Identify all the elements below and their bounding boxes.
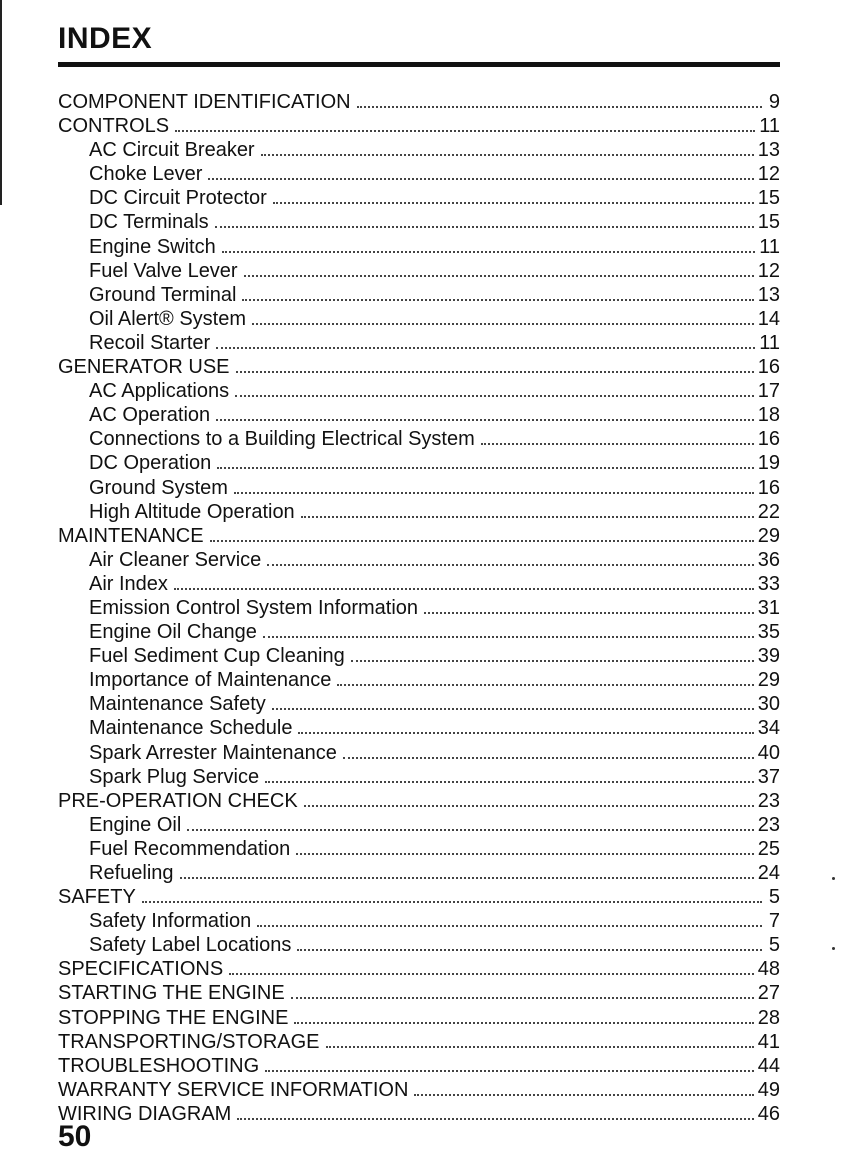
- entry-label: Engine Oil Change: [89, 621, 257, 644]
- dot-leader: [263, 636, 754, 638]
- entry-label: SAFETY: [58, 886, 136, 909]
- index-subentry: [58, 403, 780, 427]
- entry-page-number: 5: [768, 934, 780, 957]
- entry-page-number: 31: [757, 596, 780, 619]
- dot-leader: [180, 877, 754, 879]
- index-subentry: [58, 668, 780, 692]
- dot-leader: [252, 323, 754, 325]
- entry-label: DC Terminals: [89, 211, 209, 234]
- dot-leader: [343, 757, 754, 759]
- dot-leader: [244, 275, 754, 277]
- index-subentry: [58, 813, 780, 837]
- dot-leader: [175, 130, 755, 132]
- entry-page-number: 13: [757, 139, 780, 162]
- dot-leader: [142, 901, 762, 903]
- entry-label: Spark Plug Service: [89, 765, 260, 788]
- dot-leader: [234, 492, 754, 494]
- dot-leader: [357, 106, 762, 108]
- scan-speck: [832, 947, 835, 950]
- dot-leader: [267, 564, 753, 566]
- dot-leader: [294, 1022, 753, 1024]
- entry-page-number: 30: [757, 693, 780, 716]
- entry-label: DC Operation: [89, 452, 212, 475]
- entry-page-number: 35: [757, 621, 780, 644]
- entry-page-number: 13: [757, 283, 780, 306]
- entry-page-number: 46: [757, 1102, 780, 1125]
- entry-label: Air Index: [89, 572, 168, 595]
- dot-leader: [236, 371, 754, 373]
- dot-leader: [229, 973, 754, 975]
- index-subentry: [58, 572, 780, 596]
- entry-label: Refueling: [89, 862, 174, 884]
- dot-leader: [237, 1118, 753, 1120]
- dot-leader: [481, 443, 754, 445]
- dot-leader: [304, 805, 754, 807]
- dot-leader: [424, 612, 754, 614]
- dot-leader: [297, 949, 762, 951]
- entry-page-number: 16: [757, 428, 780, 451]
- dot-leader: [337, 684, 753, 686]
- entry-page-number: 17: [757, 380, 780, 403]
- index-entry: [58, 90, 780, 114]
- index-list: [58, 90, 780, 1126]
- entry-label: Engine Oil: [89, 813, 182, 836]
- index-entry: [58, 524, 780, 548]
- index-entry: [58, 1030, 780, 1054]
- entry-page-number: 18: [757, 404, 780, 427]
- index-subentry: [58, 235, 780, 259]
- index-subentry: [58, 620, 780, 644]
- entry-label: Spark Arrester Maintenance: [89, 741, 337, 764]
- entry-page-number: 5: [768, 886, 780, 909]
- entry-page-number: 14: [757, 307, 780, 330]
- index-subentry: [58, 451, 780, 475]
- dot-leader: [242, 299, 753, 301]
- entry-label: Connections to a Building Electrical System: [89, 428, 475, 451]
- entry-page-number: 11: [759, 331, 780, 354]
- index-subentry: [58, 837, 780, 861]
- entry-page-number: 12: [757, 259, 780, 282]
- dot-leader: [216, 419, 754, 421]
- index-subentry: [58, 716, 780, 740]
- entry-label: Ground Terminal: [89, 283, 237, 306]
- entry-page-number: 49: [757, 1078, 780, 1101]
- index-subentry: [58, 644, 780, 668]
- index-subentry: [58, 741, 780, 765]
- index-subentry: [58, 307, 780, 331]
- dot-leader: [235, 395, 754, 397]
- index-entry: [58, 355, 780, 379]
- index-subentry: [58, 692, 780, 716]
- entry-label: Ground System: [89, 476, 228, 499]
- index-subentry: [58, 283, 780, 307]
- dot-leader: [257, 925, 762, 927]
- index-subentry: [58, 138, 780, 162]
- index-subentry: [58, 427, 780, 451]
- entry-page-number: 37: [757, 765, 780, 788]
- entry-label: COMPONENT IDENTIFICATION: [58, 91, 351, 113]
- page-number: 50: [58, 1120, 92, 1153]
- entry-page-number: 16: [757, 356, 780, 379]
- entry-label: TRANSPORTING/STORAGE: [58, 1030, 320, 1053]
- dot-leader: [351, 660, 754, 662]
- entry-page-number: 33: [757, 572, 780, 595]
- index-entry: [58, 981, 780, 1005]
- dot-leader: [272, 708, 754, 710]
- entry-label: WARRANTY SERVICE INFORMATION: [58, 1078, 409, 1101]
- entry-page-number: 24: [757, 862, 780, 884]
- dot-leader: [222, 251, 755, 253]
- dot-leader: [217, 467, 753, 469]
- entry-label: GENERATOR USE: [58, 356, 230, 379]
- index-subentry: [58, 379, 780, 403]
- entry-page-number: 41: [757, 1030, 780, 1053]
- entry-page-number: 22: [757, 500, 780, 523]
- entry-label: Fuel Sediment Cup Cleaning: [89, 645, 345, 668]
- entry-label: Fuel Recommendation: [89, 837, 291, 860]
- index-entry: [58, 1078, 780, 1102]
- dot-leader: [187, 829, 753, 831]
- entry-label: STARTING THE ENGINE: [58, 982, 285, 1005]
- entry-label: AC Operation: [89, 404, 211, 427]
- entry-page-number: 40: [757, 741, 780, 764]
- entry-label: Air Cleaner Service: [89, 548, 262, 571]
- entry-page-number: 11: [759, 115, 780, 138]
- entry-page-number: 36: [757, 548, 780, 571]
- entry-page-number: 9: [768, 91, 780, 113]
- page-title: INDEX: [58, 22, 153, 55]
- entry-page-number: 44: [757, 1054, 780, 1077]
- entry-page-number: 48: [757, 958, 780, 981]
- entry-page-number: 39: [757, 645, 780, 668]
- dot-leader: [414, 1094, 753, 1096]
- index-entry: [58, 1102, 780, 1126]
- scan-edge-line: [0, 0, 2, 205]
- index-subentry: [58, 861, 780, 885]
- index-entry: [58, 885, 780, 909]
- entry-page-number: 7: [768, 910, 780, 933]
- dot-leader: [291, 997, 754, 999]
- entry-page-number: 23: [757, 813, 780, 836]
- dot-leader: [174, 588, 754, 590]
- index-subentry: [58, 596, 780, 620]
- entry-label: Engine Switch: [89, 235, 216, 258]
- dot-leader: [215, 226, 754, 228]
- entry-page-number: 23: [757, 789, 780, 812]
- entry-label: Choke Lever: [89, 163, 203, 186]
- index-subentry: [58, 186, 780, 210]
- index-subentry: [58, 331, 780, 355]
- index-subentry: [58, 162, 780, 186]
- index-subentry: [58, 259, 780, 283]
- entry-label: AC Circuit Breaker: [89, 139, 255, 162]
- dot-leader: [265, 1070, 754, 1072]
- entry-label: DC Circuit Protector: [89, 187, 267, 210]
- index-subentry: [58, 500, 780, 524]
- entry-page-number: 25: [757, 837, 780, 860]
- title-rule: [58, 62, 780, 67]
- dot-leader: [210, 540, 754, 542]
- dot-leader: [261, 154, 754, 156]
- entry-label: Oil Alert® System: [89, 307, 246, 330]
- entry-page-number: 15: [757, 187, 780, 210]
- entry-label: Maintenance Safety: [89, 693, 266, 716]
- dot-leader: [298, 732, 753, 734]
- entry-label: AC Applications: [89, 380, 230, 403]
- entry-label: High Altitude Operation: [89, 500, 295, 523]
- entry-label: STOPPING THE ENGINE: [58, 1006, 289, 1029]
- entry-label: MAINTENANCE: [58, 524, 204, 547]
- entry-page-number: 27: [757, 982, 780, 1005]
- entry-label: TROUBLESHOOTING: [58, 1054, 260, 1077]
- entry-page-number: 29: [757, 524, 780, 547]
- index-subentry: [58, 909, 780, 933]
- entry-page-number: 29: [757, 669, 780, 692]
- index-entry: [58, 957, 780, 981]
- entry-label: Recoil Starter: [89, 331, 211, 354]
- entry-label: CONTROLS: [58, 115, 170, 138]
- dot-leader: [216, 347, 755, 349]
- entry-label: Fuel Valve Lever: [89, 259, 238, 282]
- dot-leader: [273, 202, 754, 204]
- dot-leader: [296, 853, 754, 855]
- entry-page-number: 12: [757, 163, 780, 186]
- index-subentry: [58, 476, 780, 500]
- entry-label: Emission Control System Information: [89, 596, 419, 619]
- index-entry: [58, 114, 780, 138]
- entry-page-number: 16: [757, 476, 780, 499]
- entry-label: PRE-OPERATION CHECK: [58, 789, 298, 812]
- entry-label: Maintenance Schedule: [89, 717, 293, 740]
- dot-leader: [208, 178, 753, 180]
- index-subentry: [58, 765, 780, 789]
- index-entry: [58, 1006, 780, 1030]
- entry-label: Safety Information: [89, 910, 252, 933]
- entry-label: Importance of Maintenance: [89, 669, 332, 692]
- index-subentry: [58, 548, 780, 572]
- index-entry: [58, 1054, 780, 1078]
- dot-leader: [265, 781, 754, 783]
- entry-label: SPECIFICATIONS: [58, 958, 224, 981]
- entry-label: WIRING DIAGRAM: [58, 1102, 232, 1125]
- entry-page-number: 11: [759, 235, 780, 258]
- scan-speck: [832, 877, 835, 880]
- entry-label: Safety Label Locations: [89, 934, 292, 957]
- entry-page-number: 34: [757, 717, 780, 740]
- entry-page-number: 15: [757, 211, 780, 234]
- index-subentry: [58, 933, 780, 957]
- dot-leader: [326, 1046, 754, 1048]
- entry-page-number: 28: [757, 1006, 780, 1029]
- index-subentry: [58, 210, 780, 234]
- entry-page-number: 19: [757, 452, 780, 475]
- index-entry: [58, 789, 780, 813]
- dot-leader: [301, 516, 754, 518]
